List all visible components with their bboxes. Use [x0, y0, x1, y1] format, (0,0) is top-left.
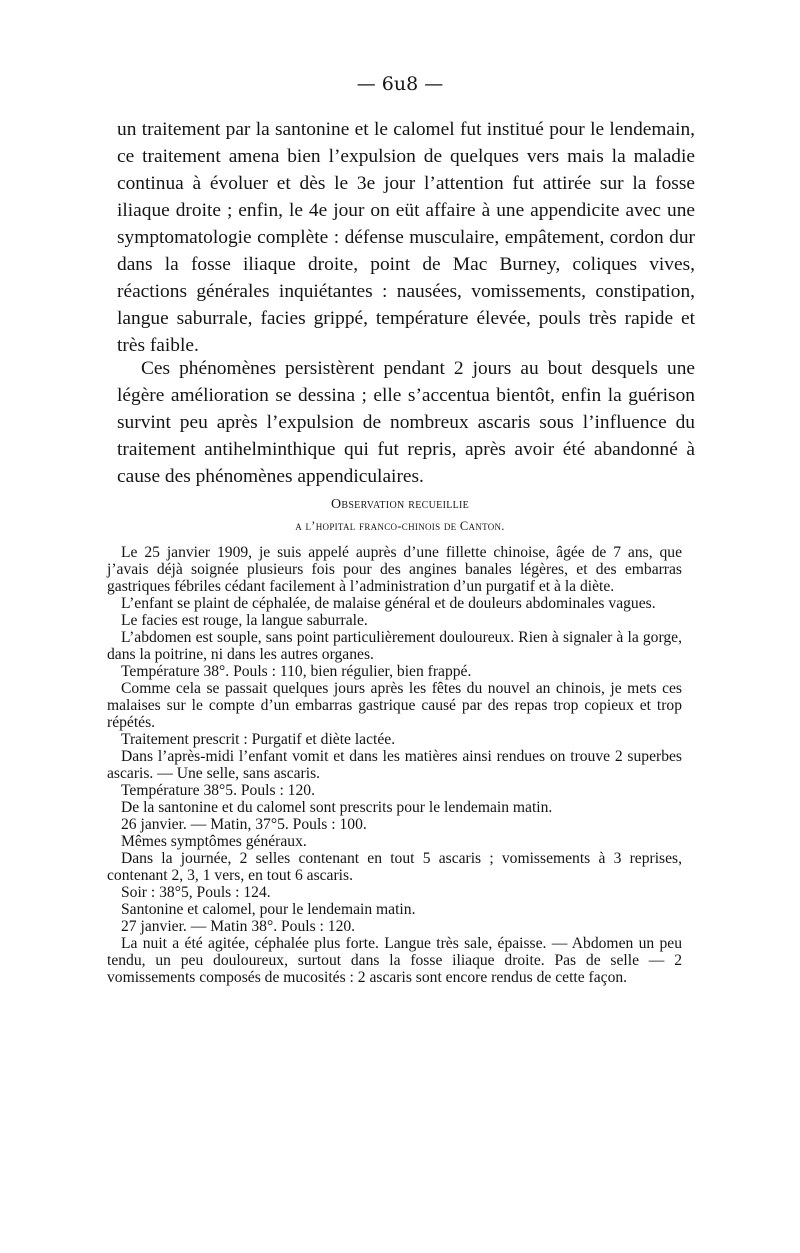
case-paragraph: Traitement prescrit : Purgatif et diète lactée. [121, 731, 396, 748]
case-paragraph: Température 38°5. Pouls : 120. [121, 782, 315, 799]
case-paragraph: L’abdomen est souple, sans point particulièrement douloureux. Rien à signaler à la gorge, dans la poitrine, ni dans les autres organes. [107, 629, 682, 663]
case-paragraph: Dans l’après-midi l’enfant vomit et dans les matières ainsi rendues on trouve 2 superbes ascaris. — Une selle, sans ascaris. [107, 748, 682, 782]
case-paragraph: Dans la journée, 2 selles contenant en tout 5 ascaris ; vomissements à 3 reprises, contenant 2, 3, 1 vers, en tout 6 ascaris. [107, 850, 682, 884]
case-paragraph: Soir : 38°5, Pouls : 124. [121, 884, 271, 901]
case-paragraph: Température 38°. Pouls : 110, bien régulier, bien frappé. [121, 663, 472, 680]
case-report [107, 544, 682, 986]
case-paragraph: L’enfant se plaint de céphalée, de malaise général et de douleurs abdominales vagues. [121, 595, 656, 612]
case-paragraph: De la santonine et du calomel sont prescrits pour le lendemain matin. [121, 799, 553, 816]
case-paragraph: Santonine et calomel, pour le lendemain matin. [121, 901, 416, 918]
observation-subtitle: a l’hopital franco-chinois de Canton. [295, 519, 505, 533]
case-paragraph: Mêmes symptômes généraux. [121, 833, 307, 850]
case-paragraph: Le 25 janvier 1909, je suis appelé auprès d’une fillette chinoise, âgée de 7 ans, que j’avais déjà soignée plusieurs fois pour des angines banales légères, et des embarras gastriques fébriles cédant facilement à l’administration d’un purgatif et à la diète. [107, 544, 682, 595]
case-paragraph: Comme cela se passait quelques jours après les fêtes du nouvel an chinois, je mets ces malaises sur le compte d’un embarras gastrique causé par des repas trop copieux et trop répétés. [107, 680, 682, 731]
body-paragraph-2: Ces phénomènes persistèrent pendant 2 jours au bout desquels une légère amélioration se dessina ; elle s’accentua bientôt, enfin la guérison survint peu après l’expulsion de nombreux ascaris sous l’influence du traitement antihelminthique qui fut repris, après avoir été abandonné à cause des phénomènes appendiculaires. [117, 358, 695, 487]
case-paragraph: 26 janvier. — Matin, 37°5. Pouls : 100. [121, 816, 367, 833]
case-paragraph: Le facies est rouge, la langue saburrale. [121, 612, 368, 629]
case-paragraph: 27 janvier. — Matin 38°. Pouls : 120. [121, 918, 356, 935]
case-paragraph: La nuit a été agitée, céphalée plus forte. Langue très sale, épaisse. — Abdomen un peu tendu, un peu douloureux, surtout dans la fosse iliaque droite. Pas de selle — 2 vomissements composés de mucosités : 2 ascaris sont encore rendus de cette façon. [107, 935, 682, 986]
body-paragraph-1: un traitement par la santonine et le calomel fut institué pour le lendemain, ce traitement amena bien l’expulsion de quelques vers mais la maladie continua à évoluer et dès le 3e jour l’attention fut attirée sur la fosse iliaque droite ; enfin, le 4e jour on eüt affaire à une appendicite avec une symptomatologie complète : défense musculaire, empâtement, cordon dur dans la fosse iliaque droite, point de Mac Burney, coliques vives, réactions générales inquiétantes : nausées, vomissements, constipation, langue saburrale, facies grippé, température élevée, pouls très rapide et très faible. [117, 119, 695, 356]
page-number: — 6u8 — [356, 73, 444, 95]
observation-title: Observation recueillie [330, 497, 470, 512]
